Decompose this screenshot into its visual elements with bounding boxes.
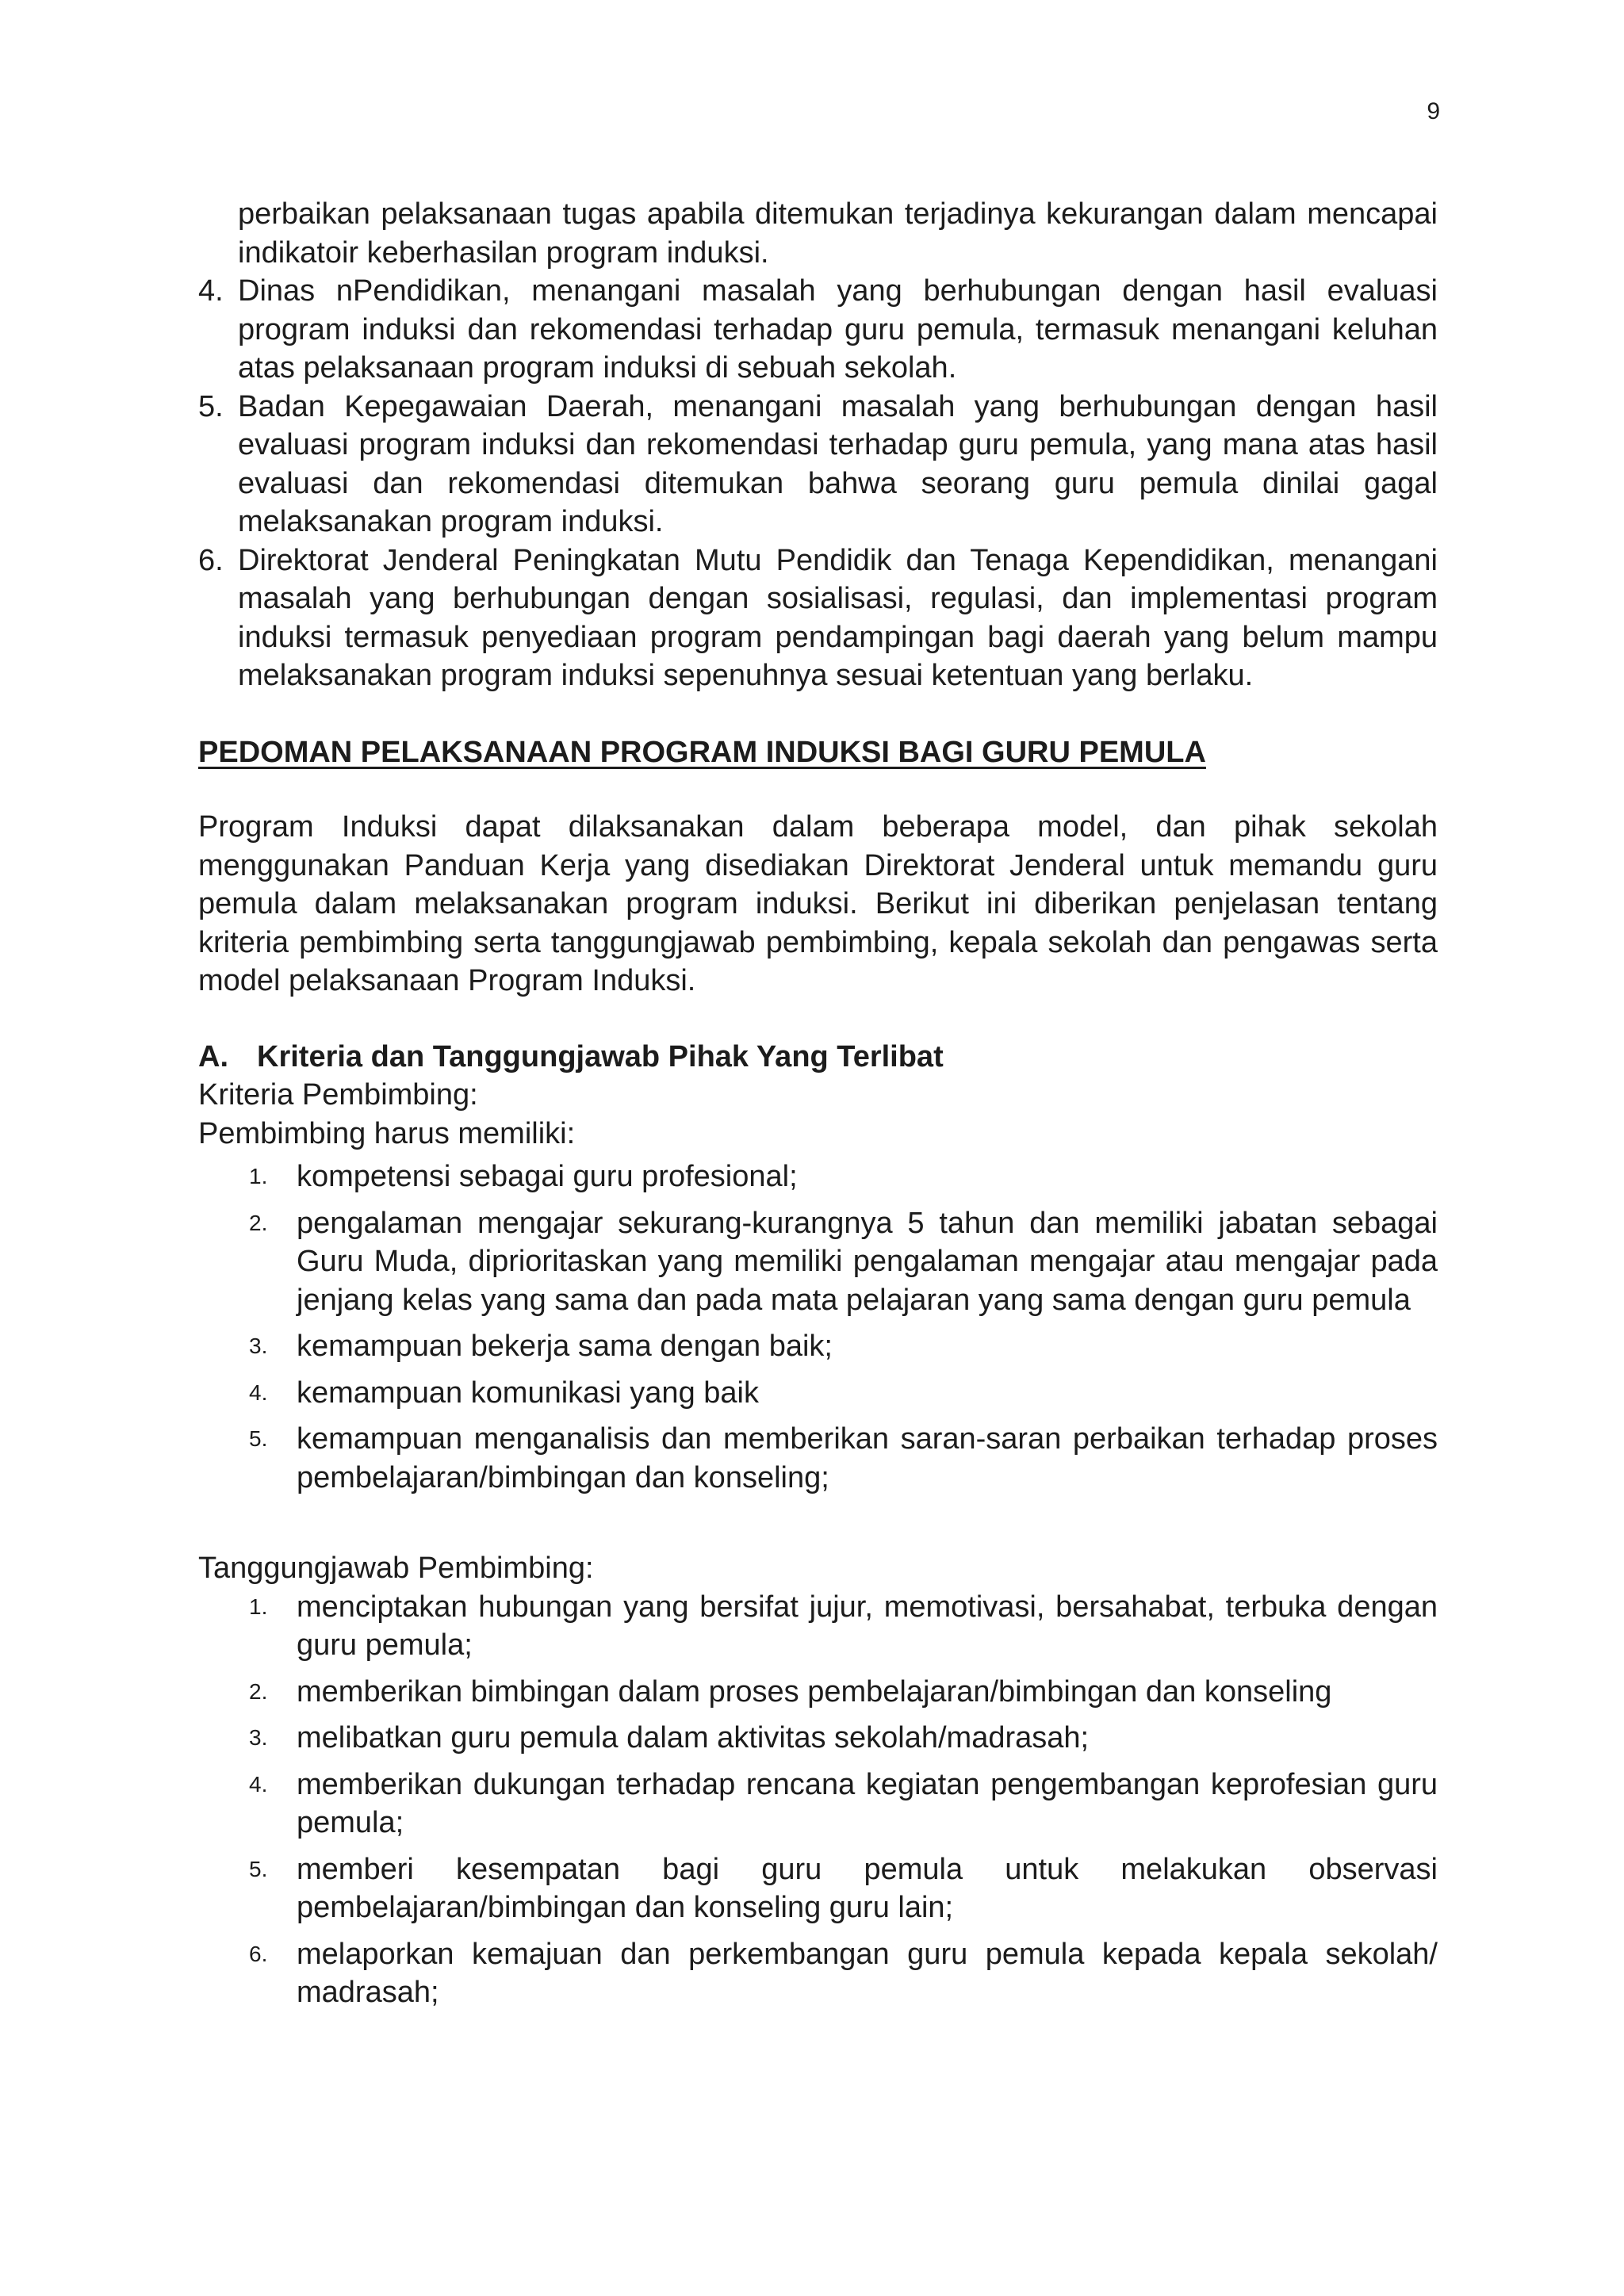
list-item xyxy=(198,1588,1438,1665)
list-item xyxy=(198,1719,1438,1758)
kriteria-list xyxy=(198,1158,1438,1497)
section-title: PEDOMAN PELAKSANAAN PROGRAM INDUKSI BAGI GURU PEMULA xyxy=(198,735,1206,769)
list-text: melaporkan kemajuan dan perkembangan guru pemula kepada kepala sekolah/ madrasah; xyxy=(297,1937,1438,2009)
list-item xyxy=(198,1935,1438,2012)
list-item xyxy=(198,1673,1438,1712)
list-text: memberi kesempatan bagi guru pemula untuk melakukan observasi pembelajaran/bimbingan dan konseling guru lain; xyxy=(297,1852,1438,1924)
kriteria-title: Kriteria Pembimbing: xyxy=(198,1078,478,1112)
list-text: kemampuan menganalisis dan memberikan saran-saran perbaikan terhadap proses pembelajaran/bimbingan dan konseling; xyxy=(297,1422,1438,1494)
numbered-list xyxy=(198,272,1438,695)
list-item xyxy=(198,1420,1438,1497)
kriteria-lead: Pembimbing harus memiliki: xyxy=(198,1116,576,1150)
list-text: memberikan dukungan terhadap rencana kegiatan pengembangan keprofesian guru pemula; xyxy=(297,1767,1438,1839)
list-number: 5. xyxy=(249,1856,268,1881)
subsection-heading xyxy=(198,1038,1438,1077)
list-text: kemampuan komunikasi yang baik xyxy=(297,1376,759,1410)
list-text: menciptakan hubungan yang bersifat jujur, memotivasi, bersahabat, terbuka dengan guru pemula; xyxy=(297,1590,1438,1662)
list-number: 6. xyxy=(198,543,224,577)
list-number: 5. xyxy=(249,1426,268,1451)
list-text: Direktorat Jenderal Peningkatan Mutu Pendidik dan Tenaga Kependidikan, menangani masalah yang berhubungan dengan sosialisasi, regulasi, dan implementasi program induksi termasuk penyediaan program pendampingan bagi daerah yang belum mampu melaksanakan program induksi sepenuhnya sesuai ketentuan yang berlaku. xyxy=(238,543,1438,692)
tanggungjawab-title: Tanggungjawab Pembimbing: xyxy=(198,1552,594,1585)
list-item-4 xyxy=(198,272,1438,388)
list-number: 6. xyxy=(249,1941,268,1966)
list-number: 5. xyxy=(198,389,224,423)
list-item-5 xyxy=(198,388,1438,541)
page-number: 9 xyxy=(1427,98,1440,124)
list-item xyxy=(198,1850,1438,1927)
list-number: 3. xyxy=(249,1334,268,1358)
list-text: kompetensi sebagai guru profesional; xyxy=(297,1160,798,1193)
list-item xyxy=(198,1374,1438,1413)
intro-paragraph: Program Induksi dapat dilaksanakan dalam beberapa model, dan pihak sekolah menggunakan Panduan Kerja yang disediakan Direktorat Jenderal untuk memandu guru pemula dalam melaksanakan program induksi. Berikut ini diberikan penjelasan tentang kriteria pembimbing serta tanggungjawab pembimbing, kepala sekolah dan pengawas serta model pelaksanaan Program Induksi. xyxy=(198,810,1438,997)
list-number: 1. xyxy=(249,1594,268,1619)
list-item xyxy=(198,1204,1438,1320)
list-number: 2. xyxy=(249,1210,268,1235)
list-text: memberikan bimbingan dalam proses pembelajaran/bimbingan dan konseling xyxy=(297,1674,1332,1709)
list-number: 3. xyxy=(249,1725,268,1750)
list-number: 4. xyxy=(249,1380,268,1405)
subsection-title: Kriteria dan Tanggungjawab Pihak Yang Terlibat xyxy=(257,1039,944,1073)
list-item xyxy=(198,1158,1438,1196)
list-number: 4. xyxy=(198,274,224,308)
list-number: 4. xyxy=(249,1771,268,1797)
tanggungjawab-list xyxy=(198,1588,1438,2012)
list-number: 2. xyxy=(249,1678,268,1704)
list-item xyxy=(198,1766,1438,1843)
list-text: melibatkan guru pemula dalam aktivitas sekolah/madrasah; xyxy=(297,1721,1090,1755)
subsection-letter: A. xyxy=(198,1039,228,1073)
list-text: Badan Kepegawaian Daerah, menangani masalah yang berhubungan dengan hasil evaluasi program induksi dan rekomendasi terhadap guru pemula, yang mana atas hasil evaluasi dan rekomendasi ditemukan bahwa seorang guru pemula dinilai gagal melaksanakan program induksi. xyxy=(238,389,1438,538)
list-item-6 xyxy=(198,541,1438,695)
list-item xyxy=(198,1327,1438,1366)
document-body xyxy=(198,195,1438,2020)
list-text: Dinas nPendidikan, menangani masalah yang berhubungan dengan hasil evaluasi program induksi dan rekomendasi terhadap guru pemula, termasuk menangani keluhan atas pelaksanaan program induksi di sebuah sekolah. xyxy=(238,274,1438,385)
list-number: 1. xyxy=(249,1164,268,1188)
list-text: kemampuan bekerja sama dengan baik; xyxy=(297,1330,833,1363)
list-text: pengalaman mengajar sekurang-kurangnya 5 tahun dan memiliki jabatan sebagai Guru Muda, diprioritaskan yang memiliki pengalaman mengajar atau mengajar pada jenjang kelas yang sama dan pada mata pelajaran yang sama dengan guru pemula xyxy=(297,1206,1438,1317)
continuation-paragraph: perbaikan pelaksanaan tugas apabila ditemukan terjadinya kekurangan dalam mencapai indikatoir keberhasilan program induksi. xyxy=(238,197,1438,270)
